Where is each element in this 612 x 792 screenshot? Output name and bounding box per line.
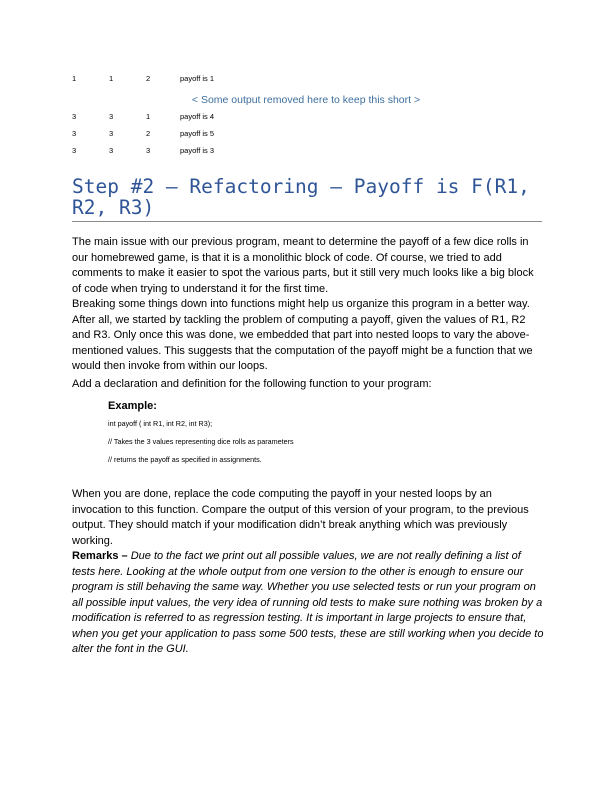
code-line: // Takes the 3 values representing dice rolls as parameters (108, 437, 294, 446)
output-r1: 3 (72, 146, 77, 155)
output-r3: 3 (146, 146, 151, 155)
output-r2: 3 (109, 129, 114, 138)
output-r1: 3 (72, 129, 77, 138)
output-r1: 3 (72, 112, 77, 121)
section-heading: Step #2 – Refactoring – Payoff is F(R1, R2, R3) (72, 175, 530, 219)
output-r2: 3 (109, 112, 114, 121)
paragraph-functions: Breaking some things down into functions might help us organize this program in a better way. After all, we started by tackling the problem of computing a payoff, given the values of R1, R2 and R3. Only once this was done, we embedded that part into nested loops to vary the above-mentioned values. This suggests that the computation of the payoff might be a function that we would then invoke from within our loops. (72, 298, 533, 372)
paragraph-add-declaration: Add a declaration and definition for the following function to your program: (72, 378, 432, 390)
output-r3: 1 (146, 112, 151, 121)
remarks-label: Remarks – (72, 550, 131, 562)
output-r2: 3 (109, 146, 114, 155)
code-line: // returns the payoff as specified in assignments. (108, 455, 262, 464)
output-r3: 2 (146, 129, 151, 138)
heading-divider (72, 221, 542, 222)
paragraph-monolithic: The main issue with our previous program, meant to determine the payoff of a few dice rolls in our homebrewed game, is that it is a monolithic block of code. Of course, we tried to add comments to make it easier to spot the various parts, but it still very much looks like a big block of code when trying to understand it for the first time. (72, 236, 534, 295)
output-r2: 1 (109, 74, 114, 83)
output-r3: 2 (146, 74, 151, 83)
removed-output-note: < Some output removed here to keep this short > (191, 94, 421, 106)
output-payoff: payoff is 3 (180, 146, 215, 155)
output-payoff: payoff is 4 (180, 112, 215, 121)
output-payoff: payoff is 1 (180, 74, 215, 83)
remarks-paragraph (72, 549, 544, 658)
paragraph-replace-code: When you are done, replace the code computing the payoff in your nested loops by an invocation to this function. Compare the output of this version of your program, to the previous output. They should match if your modification didn’t break anything which was previously working. (72, 488, 529, 547)
example-label: Example: (108, 400, 157, 412)
output-payoff: payoff is 5 (180, 129, 215, 138)
remarks-body: Due to the fact we print out all possible values, we are not really defining a list of tests here. Looking at the whole output from one version to the other is enough to ensure our program is still behaving the same way. Whether you use selected tests or run your program on all possible input values, the very idea of running old tests to make sure nothing was broken by a modification is referred to as regression testing. It is important in large projects to ensure that, when you get your application to pass some 500 tests, these are still working when you decide to alter the font in the GUI. (72, 550, 544, 655)
output-r1: 1 (72, 74, 77, 83)
code-line: int payoff ( int R1, int R2, int R3); (108, 419, 213, 428)
